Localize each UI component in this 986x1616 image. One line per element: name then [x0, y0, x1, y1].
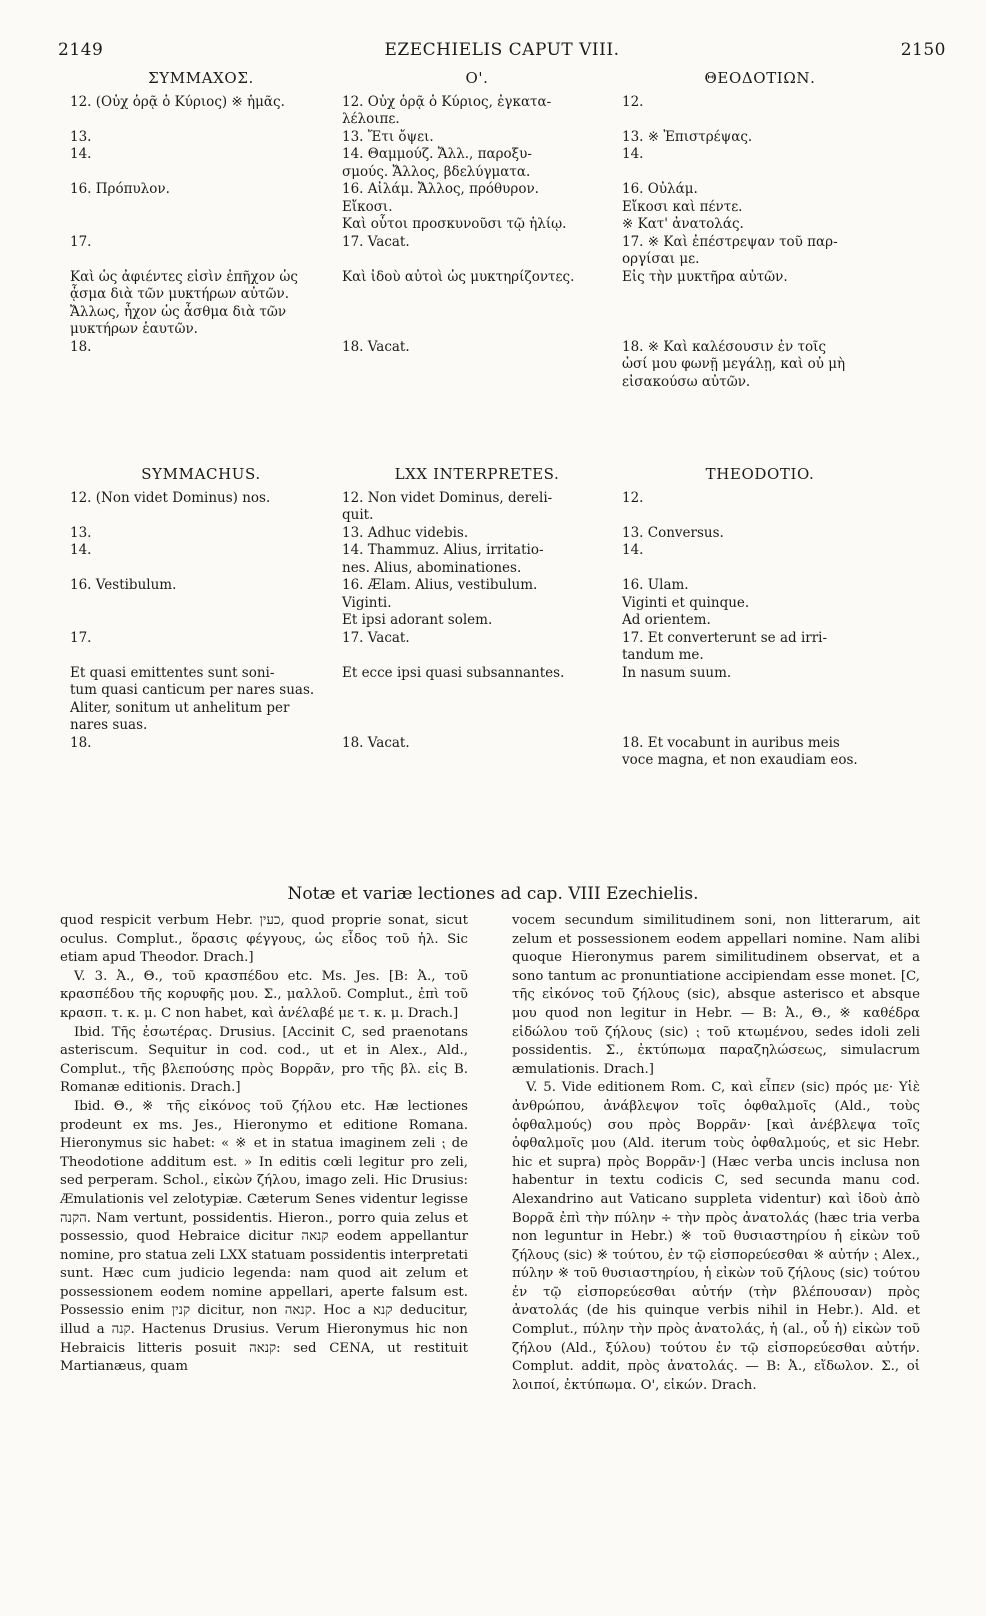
verse-cell-theodotion: Ad orientem.	[622, 612, 711, 628]
note-paragraph: Ibid. Τῆς ἐσωτέρας. Drusius. [Accinit C, sed praenotans asteriscum. Sequitur in cod. cod., ut et in Alex., Ald., Complut., τῆς βλεπούσης πρὸς Βορρᾶν, pro τῆς βλ. εἰς Β. Romanæ editionis. Drach.]	[60, 1024, 468, 1096]
greek-versions-table	[70, 70, 908, 391]
verse-cell-lxx: Et ipsi adorant solem.	[342, 612, 493, 628]
notes-column-right	[512, 912, 920, 1395]
verse-cell-lxx: 18. Vacat.	[342, 338, 410, 355]
verse-cell-lxx: 13. Ἔτι ὄψει.	[342, 128, 434, 145]
verse-cell-lxx: 13. Adhuc videbis.	[342, 524, 469, 541]
page-number-left: 2149	[58, 40, 104, 60]
verse-cell-symmachus: 14.	[70, 146, 92, 162]
verse-cell-lxx: 16. Αἰλάμ. Ἄλλος, πρόθυρον.	[342, 181, 539, 197]
verse-cell-symmachus	[70, 595, 342, 613]
verse-cell-lxx: 17. Vacat.	[342, 233, 410, 250]
column-heading-lxx: LXX INTERPRETES.	[394, 465, 560, 483]
verse-cell-theodotion: 12.	[622, 489, 644, 506]
verse-cell-symmachus: 18.	[70, 734, 92, 751]
verse-cell-lxx: 12. Οὐχ ὁρᾷ ὁ Κύριος, ἐγκατα- λέλοιπε.	[342, 93, 552, 127]
column-heading-symmachus: SYMMACHUS.	[141, 465, 261, 483]
verse-cell-symmachus: 17.	[70, 233, 92, 250]
verse-cell-lxx: Viginti.	[342, 594, 392, 611]
column-heading-symmachus: ΣΥΜΜΑΧΟΣ.	[148, 69, 254, 87]
verse-cell-lxx: 14. Θαμμούζ. Ἄλλ., παροξυ- σμούς. Ἄλλος, βδελύγματα.	[342, 146, 532, 180]
verse-cell-symmachus: 13.	[70, 128, 92, 145]
notes-title: Notæ et variæ lectiones ad cap. VIII Ezechielis.	[287, 884, 699, 904]
verse-cell-symmachus	[70, 199, 342, 217]
verse-cell-symmachus	[70, 612, 342, 630]
verse-cell-lxx: 18. Vacat.	[342, 734, 410, 751]
verse-cell-lxx: Καὶ ἰδοὺ αὐτοὶ ὡς μυκτηρίζοντες.	[342, 268, 575, 285]
latin-versions-table	[70, 466, 908, 770]
verse-cell-symmachus: 13.	[70, 524, 92, 541]
note-paragraph: V. 5. Vide editionem Rom. C, καὶ εἶπεν (sic) πρός με· Υἱὲ ἀνθρώπου, ἀνάβλεψον τοῖς ὀφθαλμοῖς (Ald., τοὺς ὀφθαλμούς) σου πρὸς Βορρᾶν· [καὶ ἀνέβλεψα τοῖς ὀφθαλμοῖς μου (Ald. iterum τοὺς ὀφθαλμούς, et sic Hebr. hic et supra) πρὸς Βορρᾶν·] (Hæc verba uncis inclusa non habentur in textu codicis C, sed secunda manu cod. Alexandrino aut Vaticano suppleta videntur) καὶ ἰδοὺ ἀπὸ Βορρᾶ ἐπὶ τὴν πύλην ÷ τὴν πρὸς ἀνατολάς (hæc tria verba non leguntur in Hebr.) ※ τοῦ θυσιαστηρίου ἡ εἰκὼν τοῦ ζήλους (sic) ※ τούτου, ἐν τῷ εἰσπορεύεσθαι ※ αὐτήν ⁏ Alex., πύλην ※ τοῦ θυσιαστηρίου, ἡ εἰκὼν τοῦ ζήλους (sic) τούτου ἐν τῷ εἰσπορεύεσθαι αὐτήν (τὴν βλέπουσαν) πρὸς ἀνατολάς (de his quinque verbis nihil in Hebr.). Ald. et Complut., πύλην τὴν πρὸς ἀνατολάς, ἡ (al., οὗ ἡ) εἰκὼν τοῦ ζήλου (Ald., ξύλου) τούτου ἐν τῷ εἰσπορεύεσθαι αὐτήν. Complut. addit, πρὸς ἀνατολάς. — B: Ἀ., εἴδωλον. Σ., οἱ λοιποί, ἐκτύπωμα. Ο', εἰκών. Drach.	[512, 1080, 920, 1393]
verse-cell-lxx: 16. Ælam. Alius, vestibulum.	[342, 577, 538, 593]
verse-cell-theodotion: 17. ※ Καὶ ἐπέστρεψαν τοῦ παρ- οργίσαι με.	[622, 233, 838, 267]
note-paragraph: Ibid. Θ., ※ τῆς εἰκόνος τοῦ ζήλου etc. Hæ lectiones prodeunt ex ms. Jes., Hieronymo et editione Romana. Hieronymus sic habet: « ※ et in statua imaginem zeli ⁏ de Theodotione additum est. » In editis cœli legitur pro zeli, sed perperam. Schol., εἰκὼν ζήλου, imago zeli. Hic Drusius: Æmulationis vel zelotypiæ. Cæterum Senes videntur legisse הקנה. Nam vertunt, possidentis. Hieron., porro quia zelus et possessio, quod Hebraice dicitur קנאה eodem appellantur nomine, pro statua zeli LXX statuam possidentis interpretati sunt. Hæc cum judicio legenda: nam quod ait zelum et possessionem eodem nomine appellari, aperte falsum est. Possessio enim קנין dicitur, non קנאה. Hoc a קנא deducitur, illud a קנה. Hactenus Drusius. Verum Hieronymus hic non Hebraicis litteris posuit קנאה: sed CENA, ut restituit Martianæus, quam	[60, 1098, 468, 1375]
note-paragraph: quod respicit verbum Hebr. כעין, quod proprie sonat, sicut oculus. Complut., ὅρασις φέγγους, ὡς εἶδος τοῦ ἡλ. Sic etiam apud Theodor. Drach.]	[60, 913, 468, 966]
verse-cell-symmachus: 18.	[70, 338, 92, 355]
verse-cell-theodotion: 13. Conversus.	[622, 524, 724, 541]
verse-cell-symmachus: Et quasi emittentes sunt soni- tum quasi canticum per nares suas. Aliter, sonitum ut anhelitum per nares suas.	[70, 664, 315, 733]
verse-cell-theodotion: ※ Κατ' ἀνατολάς.	[622, 216, 744, 232]
verse-cell-lxx: Καὶ οὗτοι προσκυνοῦσι τῷ ἡλίῳ.	[342, 216, 567, 232]
verse-cell-theodotion: In nasum suum.	[622, 664, 732, 681]
note-paragraph: vocem secundum similitudinem soni, non litterarum, ait zelum et possessionem eodem appellari nomine. Nam alibi quoque Hieronymus parem similitudinem observat, et a sono tantum ac pronuntiatione accipiendam esse monet. [C, τῆς εἰκόνος τοῦ ζήλους (sic), absque asterisco et absque μου quod non legitur in Hebr. — B: Ἀ., Θ., ※ καθέδρα εἰδώλου τοῦ ζήλους (sic) ⁏ τοῦ κτωμένου, sedes idoli zeli possidentis. Σ., ἐκτύπωμα παραζηλώσεως, simulacrum æmulationis. Drach.]	[512, 913, 920, 1077]
running-header	[58, 40, 946, 66]
verse-cell-lxx: Et ecce ipsi quasi subsannantes.	[342, 664, 565, 681]
verse-cell-lxx: 12. Non videt Dominus, dereli- quit.	[342, 489, 553, 523]
verse-cell-theodotion: Viginti et quinque.	[622, 594, 750, 611]
verse-cell-lxx: 14. Thammuz. Alius, irritatio- nes. Alius, abominationes.	[342, 542, 544, 576]
verse-cell-symmachus: Καὶ ὡς ἀφιέντες εἰσὶν ἐπῆχον ὡς ᾆσμα διὰ τῶν μυκτήρων αὐτῶν. Ἄλλως, ἦχον ὡς ἆσθμα διὰ τῶν μυκτήρων ἑαυτῶν.	[70, 268, 298, 337]
notes-section	[60, 912, 920, 1395]
notes-column-left	[60, 912, 468, 1395]
column-heading-theodotion: THEODOTIO.	[705, 465, 815, 483]
verse-cell-symmachus: 12. (Οὐχ ὁρᾷ ὁ Κύριος) ※ ἡμᾶς.	[70, 93, 285, 110]
verse-cell-theodotion: 14.	[622, 146, 644, 162]
verse-cell-symmachus: 16. Πρόπυλον.	[70, 181, 170, 197]
verse-cell-lxx: 17. Vacat.	[342, 629, 410, 646]
verse-cell-theodotion: Εἰς τὴν μυκτῆρα αὐτῶν.	[622, 268, 788, 285]
verse-cell-theodotion: 16. Οὐλάμ.	[622, 181, 698, 197]
verse-cell-theodotion: 18. ※ Καὶ καλέσουσιν ἐν τοῖς ὠσί μου φωνῇ μεγάλῃ, καὶ οὐ μὴ εἰσακούσω αὐτῶν.	[622, 338, 846, 390]
column-heading-theodotion: ΘΕΟΔΟΤΙΩΝ.	[704, 69, 816, 87]
column-heading-lxx: Ο'.	[465, 69, 489, 87]
verse-cell-theodotion: 12.	[622, 93, 644, 110]
verse-cell-symmachus: 17.	[70, 629, 92, 646]
page-title: EZECHIELIS CAPUT VIII.	[384, 40, 620, 60]
verse-cell-lxx: Εἴκοσι.	[342, 198, 393, 215]
verse-cell-theodotion: 16. Ulam.	[622, 577, 689, 593]
verse-cell-theodotion: 13. ※ Ἐπιστρέψας.	[622, 128, 753, 145]
verse-cell-symmachus	[70, 216, 342, 234]
verse-cell-symmachus: 16. Vestibulum.	[70, 577, 177, 593]
note-paragraph: V. 3. Ἀ., Θ., τοῦ κρασπέδου etc. Ms. Jes. [B: Ἀ., τοῦ κρασπέδου τῆς κορυφῆς μου. Σ., μαλλοῦ. Complut., ἐπὶ τοῦ κρασπ. τ. κ. μ. C non habet, καὶ ἀνέλαβέ με τ. κ. μ. Drach.]	[60, 968, 468, 1021]
verse-cell-theodotion: 17. Et converterunt se ad irri- tandum me.	[622, 629, 828, 663]
verse-cell-theodotion: Εἴκοσι καὶ πέντε.	[622, 198, 743, 215]
verse-cell-symmachus: 14.	[70, 542, 92, 558]
verse-cell-theodotion: 14.	[622, 542, 644, 558]
verse-cell-symmachus: 12. (Non videt Dominus) nos.	[70, 489, 271, 506]
page-number-right: 2150	[900, 40, 946, 60]
verse-cell-theodotion: 18. Et vocabunt in auribus meis voce magna, et non exaudiam eos.	[622, 734, 858, 768]
